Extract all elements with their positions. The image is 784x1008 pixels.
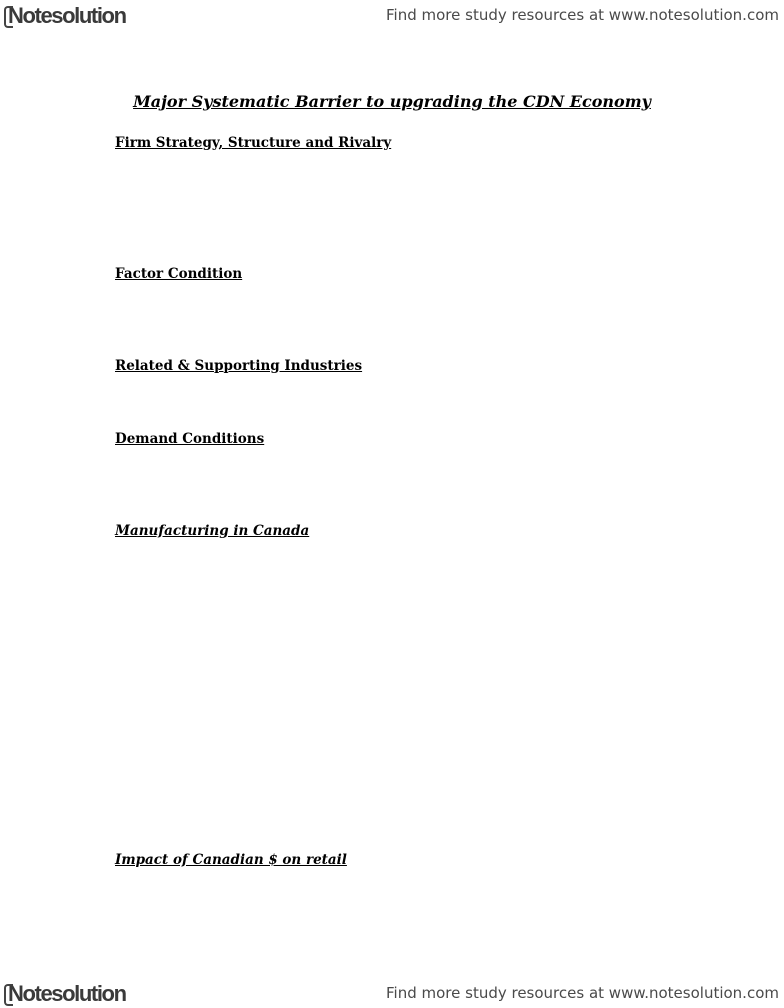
heading-impact-canadian-dollar: Impact of Canadian $ on retail [115, 852, 347, 868]
document-title: Major Systematic Barrier to upgrading the CDN Economy [133, 92, 651, 111]
heading-factor-condition: Factor Condition [115, 266, 243, 282]
header-bar [0, 0, 784, 30]
heading-firm-strategy: Firm Strategy, Structure and Rivalry [115, 135, 392, 151]
header-tagline: Find more study resources at www.notesolution.com [386, 6, 779, 24]
footer-bar [0, 978, 784, 1008]
heading-demand-conditions: Demand Conditions [115, 431, 265, 447]
footer-logo-text: Notesolution [8, 981, 126, 1006]
header-logo-text: Notesolution [8, 3, 126, 28]
heading-manufacturing-canada: Manufacturing in Canada [115, 523, 310, 539]
heading-related-supporting: Related & Supporting Industries [115, 358, 363, 374]
footer-tagline: Find more study resources at www.notesolution.com [386, 984, 779, 1002]
